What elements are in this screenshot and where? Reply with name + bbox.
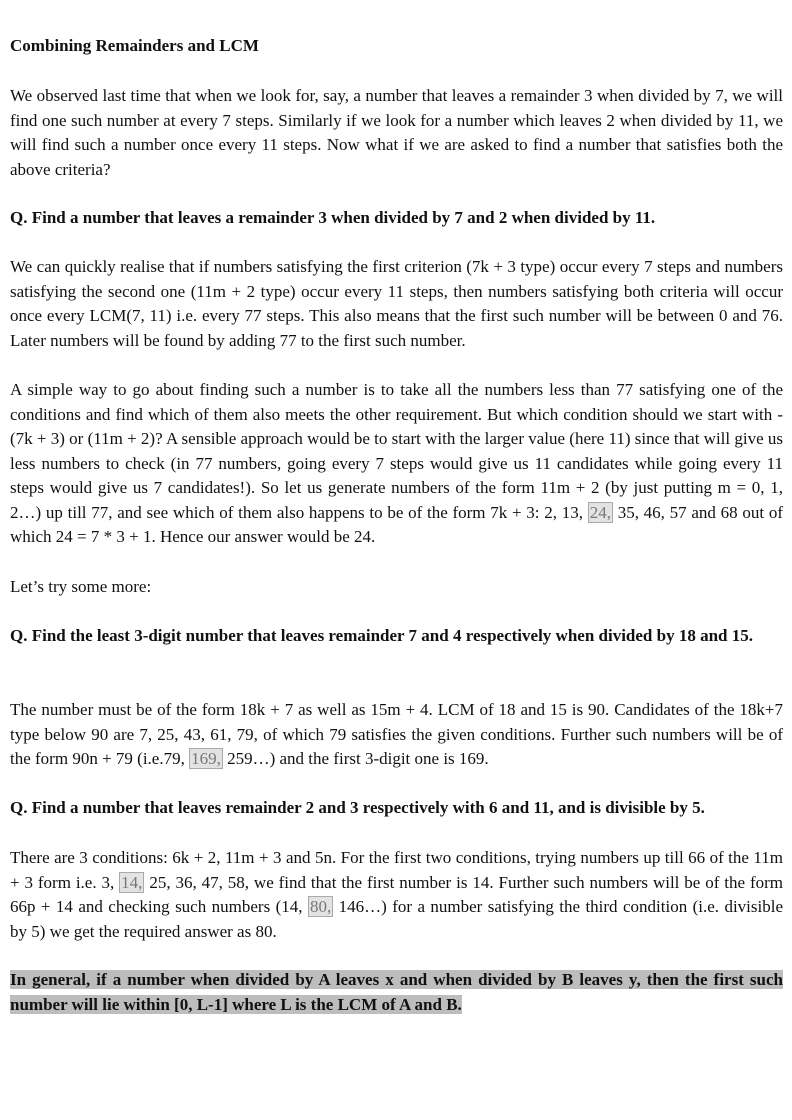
highlighted-number: 80, xyxy=(309,897,332,916)
lets-try-text: Let’s try some more: xyxy=(10,577,152,596)
q3-text-part-a: There are 3 conditions: 6k + 2, 11m + 3 and 5n. For the first two conditions, trying numbers up till 66 of the 11m + 3 form i.e. 3, xyxy=(10,848,783,892)
question-2: Q. Find the least 3-digit number that leaves remainder 7 and 4 respectively when divided by 18 and 15. xyxy=(10,626,754,645)
question-1-explanation-2 xyxy=(10,378,783,550)
q2-text-part-a: The number must be of the form 18k + 7 as well as 15m + 4. LCM of 18 and 15 is 90. Candidates of the 18k+7 type below 90 are 7, 25, 43, 61, 79, of which 79 satisfies the given conditions. Further such numbers will be of the form 90n + 79 (i.e.79, xyxy=(10,700,783,768)
question-1-explanation-1: We can quickly realise that if numbers satisfying the first criterion (7k + 3 type) occur every 7 steps and numbers satisfying the second one (11m + 2 type) occur every 11 steps, then numbers satisfying both criteria will occur once every LCM(7, 11) i.e. every 77 steps. This also means that the first such number will be between 0 and 76. Later numbers will be found by adding 77 to the first such number. xyxy=(10,257,783,350)
q1-text-part-b: 35, 46, 57 and 68 out of which 24 = 7 * 3 + 1. Hence our answer would be 24. xyxy=(10,502,784,546)
question-3: Q. Find a number that leaves remainder 2 and 3 respectively with 6 and 11, and is divisible by 5. xyxy=(10,798,705,817)
highlighted-number: 169, xyxy=(191,749,221,768)
q2-text-part-b: 259…) and the first 3-digit one is 169. xyxy=(227,749,489,768)
summary-highlight: In general, if a number when divided by A leaves x and when divided by B leaves y, then the first such number will lie within [0, L-1] where L is the LCM of A and B. xyxy=(10,970,783,1014)
question-3-explanation xyxy=(10,846,783,944)
q3-text-part-b: 25, 36, 47, 58, we find that the first number is 14. Further such numbers will be of the form 66p + 14 and checking such numbers (14, xyxy=(10,872,784,916)
page-title: Combining Remainders and LCM xyxy=(10,36,259,55)
summary-note xyxy=(10,968,783,1017)
highlighted-number: 14, xyxy=(121,872,143,892)
q3-text-part-c: 146…) for a number satisfying the third condition (i.e. divisible by 5) we get the required answer as 80. xyxy=(10,897,784,941)
intro-paragraph: We observed last time that when we look for, say, a number that leaves a remainder 3 when divided by 7, we will find one such number at every 7 steps. Similarly if we look for a number which leaves 2 when divided by 11, we will find such a number once every 11 steps. Now what if we are asked to find a number that satisfies both the above criteria? xyxy=(10,86,783,179)
highlighted-number: 24, xyxy=(589,502,611,522)
q1-text-part-a: A simple way to go about finding such a number is to take all the numbers less than 77 satisfying one of the conditions and find which of them also meets the other requirement. But which condition should we start with - (7k + 3) or (11m + 2)? A sensible approach would be to start with the larger value (here 11) since that will give us less numbers to check (in 77 numbers, going every 7 steps would give us 11 candidates while going every 11 steps would give us 7 candidates!). So let us generate numbers of the form 11m + 2 (by just putting m = 0, 1, 2…) up till 77, and see which of them also happens to be of the form 7k + 3: 2, 13, xyxy=(10,380,783,522)
question-1: Q. Find a number that leaves a remainder 3 when divided by 7 and 2 when divided by 11. xyxy=(10,208,656,227)
question-2-explanation xyxy=(10,698,783,772)
